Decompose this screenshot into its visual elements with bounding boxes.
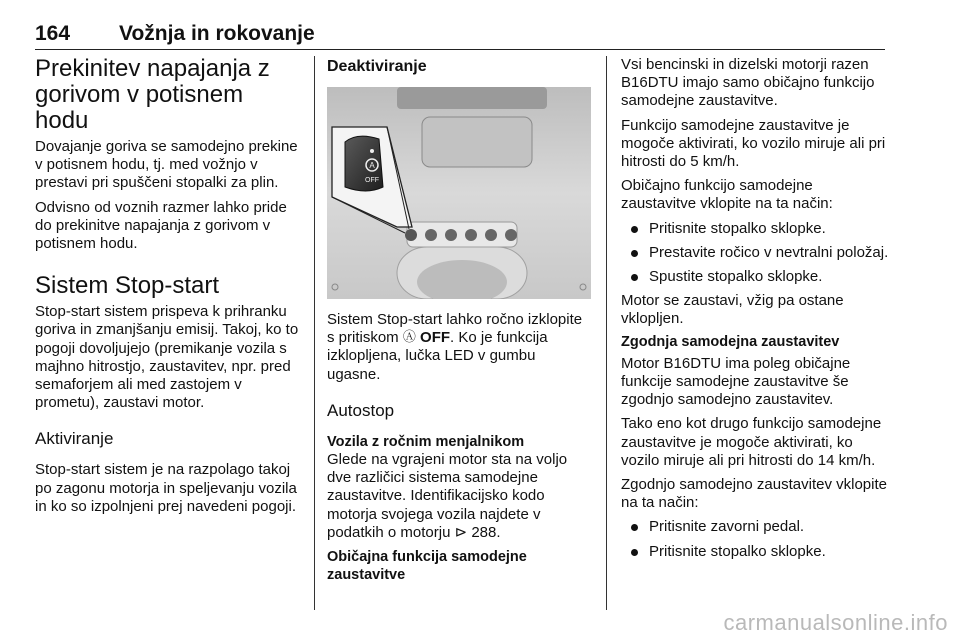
subheading-early: Zgodnja samodejna zaustavitev xyxy=(621,333,840,350)
bullet-icon xyxy=(631,524,638,531)
stop-start-button-photo xyxy=(327,87,591,299)
paragraph: Vsi bencinski in dizelski motorji razen B16DTU imajo samo običajno funkcijo samodejne zaustavitve. xyxy=(621,56,875,110)
list-item xyxy=(621,268,889,286)
column-divider xyxy=(314,56,315,610)
paragraph: Zgodnjo samodejno zaustavitev vklopite na ta način: xyxy=(621,476,887,512)
bullet-icon xyxy=(631,274,638,281)
paragraph: Motor se zaustavi, vžig pa ostane vklopljen. xyxy=(621,292,844,328)
svg-text:A: A xyxy=(369,161,375,170)
bullet-icon xyxy=(631,250,638,257)
list-item-text: Pritisnite zavorni pedal. xyxy=(649,518,805,536)
off-label: OFF xyxy=(420,329,451,347)
page-title: Vožnja in rokovanje xyxy=(119,22,315,45)
heading-deactivation: Deaktiviranje xyxy=(327,58,427,75)
button-off-label: OFF xyxy=(365,177,379,184)
bullet-icon xyxy=(631,226,638,233)
paragraph: Odvisno od voznih razmer lahko pride do prekinitve napajanja z gorivom v potisnem hodu. xyxy=(35,198,287,253)
column-left xyxy=(35,56,303,516)
paragraph: Funkcijo samodejne zaustavitve je mogoče aktivirati, ko vozilo miruje ali pri hitrosti do 5 km/h. xyxy=(621,116,886,171)
paragraph: Stop-start sistem je na razpolago takoj po zagonu motorja in speljevanju vozila in ko so izpolnjeni prej navedeni pogoji. xyxy=(35,461,297,515)
paragraph xyxy=(327,311,591,384)
text-span: Glede na vgrajeni motor sta na voljo dve različici sistema samodejne zaustavitve. Identifikacijsko kodo motorja svojega vozila najdete v podatkih o motorju xyxy=(327,451,568,541)
led-indicator xyxy=(370,149,374,153)
heading-autostop: Autostop xyxy=(327,400,395,420)
text-span: Sistem Stop-start lahko ročno izklopite s pritiskom xyxy=(327,311,583,347)
paragraph: Tako eno kot drugo funkcijo samodejne zaustavitve je mogoče aktivirati, ko vozilo miruje ali pri hitrosti do 14 km/h. xyxy=(621,415,882,469)
reference-arrow-icon: ⊳ xyxy=(454,523,468,541)
page-number: 164 xyxy=(35,22,71,45)
list-item xyxy=(621,244,889,262)
paragraph xyxy=(327,451,591,542)
list-item-text: Spustite stopalko sklopke. xyxy=(649,268,823,286)
list-item xyxy=(621,543,889,561)
heading-activation: Aktiviranje xyxy=(35,429,114,449)
stop-start-icon: Ⓐ xyxy=(402,329,416,345)
page-reference[interactable]: 288 xyxy=(471,523,497,541)
list-item-text: Prestavite ročico v nevtralni položaj. xyxy=(649,243,889,261)
bullet-list xyxy=(621,220,889,287)
watermark: carmanualsonline.info xyxy=(723,610,948,635)
list-item xyxy=(621,220,889,238)
column-middle xyxy=(327,56,591,584)
heading-stop-start: Sistem Stop-start xyxy=(35,272,220,300)
text-span: . xyxy=(496,523,501,541)
subheading-normal: Običajna funkcija samodejne zaustavitve xyxy=(327,549,527,584)
list-item-text: Pritisnite stopalko sklopke. xyxy=(649,219,826,237)
header-rule xyxy=(35,49,885,50)
paragraph: Motor B16DTU ima poleg običajne funkcije samodejne zaustavitve še zgodnjo samodejno zaustavitev. xyxy=(621,354,851,409)
paragraph: Običajno funkcijo samodejne zaustavitve vklopite na ta način: xyxy=(621,177,833,213)
column-divider xyxy=(606,56,607,610)
list-item xyxy=(621,518,889,536)
column-right xyxy=(621,56,889,567)
list-item-text: Pritisnite stopalko sklopke. xyxy=(649,542,826,560)
bullet-icon xyxy=(631,549,638,556)
page-header xyxy=(35,22,885,48)
heading-fuel-cut: Prekinitev napajanja z gorivom v potisnem hodu xyxy=(35,55,270,134)
bullet-list xyxy=(621,518,889,560)
paragraph: Dovajanje goriva se samodejno prekine v potisnem hodu, tj. med vožnjo v prestavi pri spuščeni stopalki za plin. xyxy=(35,138,298,192)
paragraph: Stop-start sistem prispeva k prihranku goriva in zmanjšanju emisij. Takoj, ko to pogoji dovoljujejo (premikanje vozila s majhno hitrostjo, zaustavitev, npr. pred semaforjem ali med zastojem v prometu), zaustavi motor. xyxy=(35,303,299,412)
subheading-manual: Vozila z ročnim menjalnikom xyxy=(327,433,525,450)
text-span: . Ko je funkcija izklopljena, lučka LED v gumbu ugasne. xyxy=(327,329,548,383)
